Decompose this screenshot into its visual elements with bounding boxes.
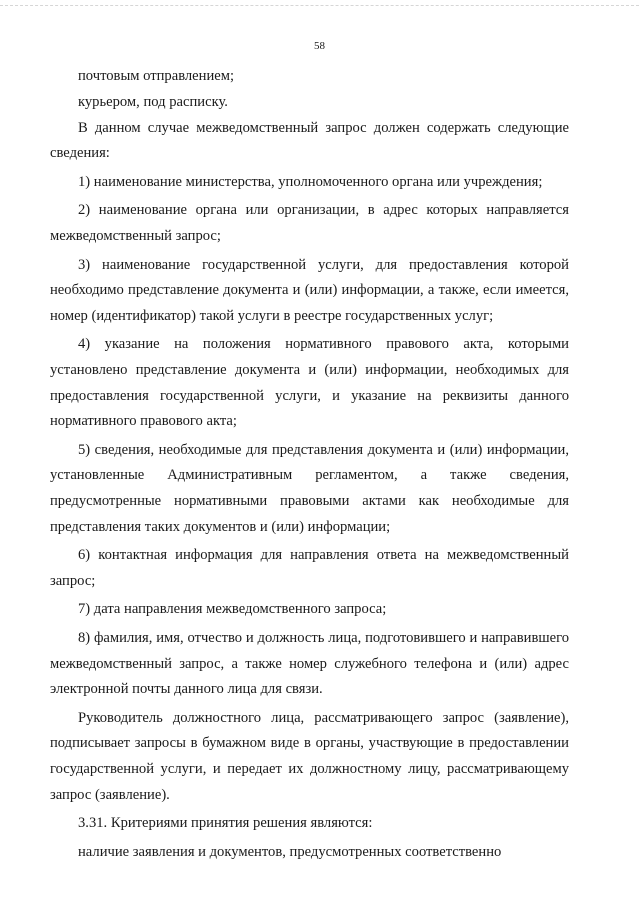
- paragraph: 7) дата направления межведомственного запроса;: [78, 601, 387, 618]
- paragraph: наличие заявления и документов, предусмотренных соответственно: [78, 843, 502, 860]
- document-body: [50, 64, 569, 865]
- paragraph: 2) наименование органа или организации, в адрес которых направляется межведомственный запрос;: [50, 202, 569, 245]
- paragraph: курьером, под расписку.: [78, 93, 228, 110]
- paragraph: 1) наименование министерства, уполномоченного органа или учреждения;: [78, 173, 543, 190]
- paragraph: В данном случае межведомственный запрос должен содержать следующие сведения:: [50, 119, 569, 162]
- paragraph: 6) контактная информация для направления ответа на межведомственный запрос;: [50, 547, 569, 589]
- paragraph: Руководитель должностного лица, рассматривающего запрос (заявление), подписывает запросы в бумажном виде в органы, участвующие в предоставлении государственной услуги, и передает их должностному лицу, рассматривающему запрос (заявление).: [50, 709, 569, 803]
- paragraph: 3.31. Критериями принятия решения являются:: [78, 815, 373, 832]
- paragraph: 4) указание на положения нормативного правового акта, которыми установлено представление документа и (или) информации, необходимых для предоставления государственной услуги, и указание на реквизиты данного нормативного правового акта;: [50, 336, 569, 430]
- page-top-edge: [0, 5, 639, 6]
- paragraph: 3) наименование государственной услуги, для предоставления которой необходимо представление документа и (или) информации, а также, если имеется, номер (идентификатор) такой услуги в реестре государственных услуг;: [50, 256, 569, 324]
- paragraph: 5) сведения, необходимые для представления документа и (или) информации, установленные Административным регламентом, а также сведения, предусмотренные нормативными правовыми актами как необходимые для представления таких документов и (или) информации;: [50, 441, 569, 535]
- paragraph: почтовым отправлением;: [78, 68, 235, 84]
- page-number: 58: [314, 40, 325, 52]
- paragraph: 8) фамилия, имя, отчество и должность лица, подготовившего и направившего межведомственный запрос, а также номер служебного телефона и (или) адрес электронной почты данного лица для связи.: [50, 629, 569, 698]
